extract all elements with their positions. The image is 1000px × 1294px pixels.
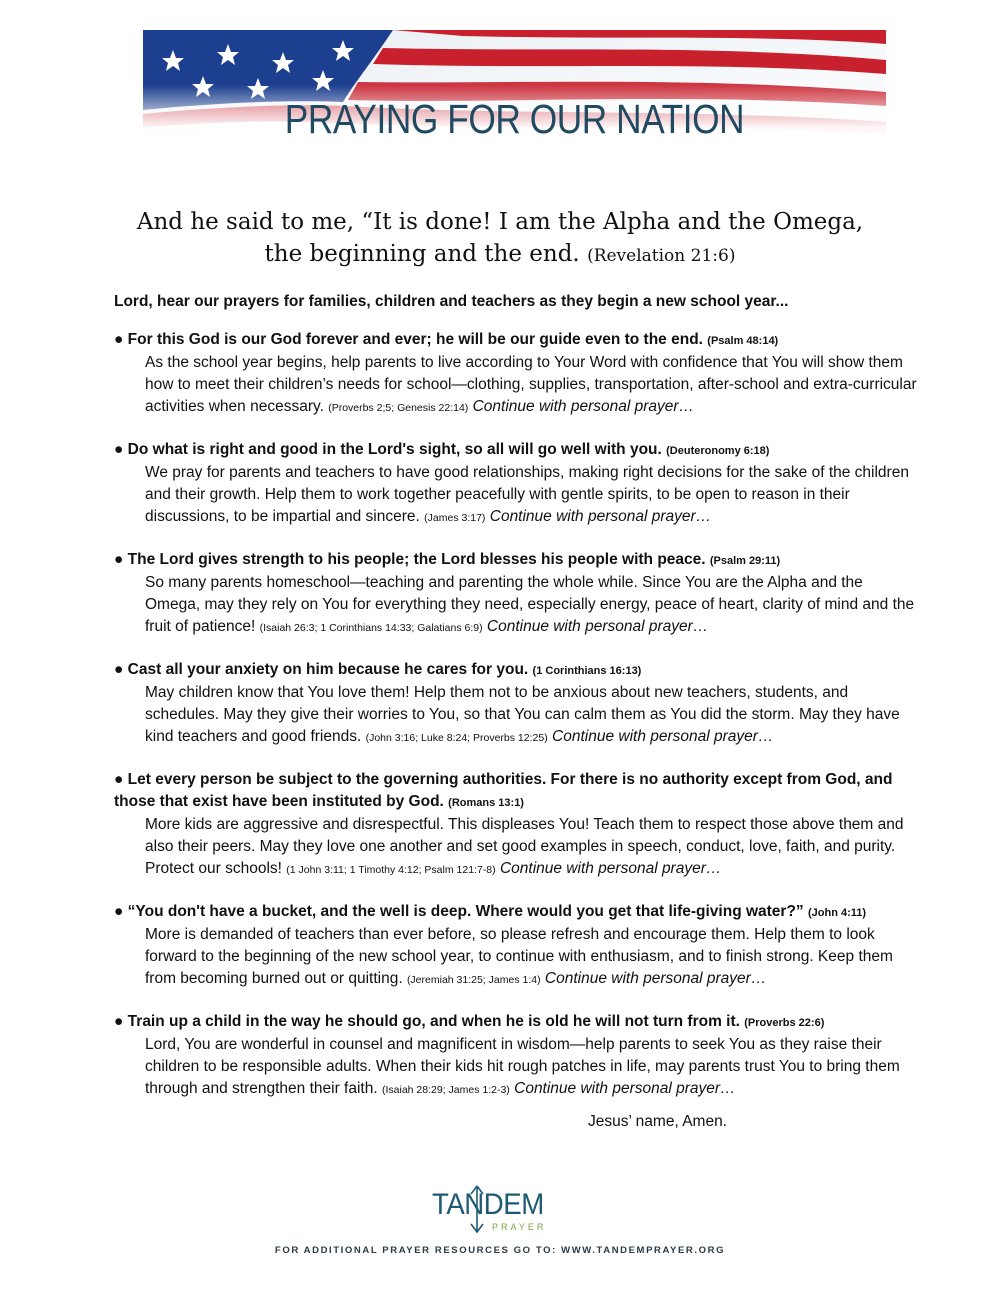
prayer-item-verse-ref: (Psalm 29:11) (709, 555, 781, 567)
arrow-icon (467, 1184, 487, 1234)
tandem-prayer-logo (432, 1186, 572, 1238)
prayer-item-text: Lord, You are wonderful in counsel and magnificent in wisdom—help parents to seek You as they raise their children to be responsible adults. When their kids hit rough patches in life, may parents trust You to bring them through and strengthen their faith. (145, 1036, 900, 1097)
prayer-item-verse (114, 659, 926, 682)
closing-text: Jesus’ name, Amen. (588, 1113, 727, 1130)
prayer-item-body (114, 682, 926, 749)
prayer-item-text: May children know that You love them! Help them not to be anxious about new teachers, students, and schedules. May they give their worries to You, so that You can calm them as You did the storm. May they have kind teachers and good friends. (145, 684, 900, 745)
prayer-item-verse-ref: (1 Corinthians 16:13) (532, 665, 642, 677)
prayer-item-body (114, 572, 926, 639)
prayer-item-body (114, 462, 926, 529)
prayer-item-continue: Continue with personal prayer… (552, 728, 774, 745)
prayer-item-verse (114, 549, 926, 572)
prayer-item-verse-ref: (Psalm 48:14) (707, 335, 779, 347)
prayer-item-text: As the school year begins, help parents to live according to Your Word with confidence that You will show them how to meet their children’s needs for school—clothing, supplies, transportation, after-school and extra-curricular activities when necessary. (145, 354, 917, 415)
prayer-item-verse-text: ● Train up a child in the way he should go, and when he is old he will not turn from it. (114, 1013, 740, 1030)
prayer-item (114, 769, 926, 881)
prayer-item-refs: (1 John 3:11; 1 Timothy 4:12; Psalm 121:7-8) (286, 864, 496, 876)
prayer-item-verse (114, 329, 926, 352)
prayer-item (114, 549, 926, 639)
prayer-item-verse-ref: (Deuteronomy 6:18) (666, 445, 770, 457)
prayer-item-body (114, 1034, 926, 1101)
prayer-item (114, 329, 926, 419)
prayer-item-verse (114, 1011, 926, 1034)
prayer-item-continue: Continue with personal prayer… (489, 508, 712, 525)
prayer-item-text: More is demanded of teachers than ever before, so please refresh and encourage them. Help them to look forward to the beginning of the new school year, to continue with enthusiasm, and to finish strong. Keep them from becoming burned out or quitting. (145, 926, 893, 987)
prayer-item-verse (114, 439, 926, 462)
headline-verse-reference: (Revelation 21:6) (587, 246, 736, 266)
prayer-item-continue: Continue with personal prayer… (499, 860, 722, 877)
prayer-item-verse-text: ● Do what is right and good in the Lord's sight, so all will go well with you. (114, 441, 662, 458)
logo-subtitle: PRAYER (492, 1222, 547, 1232)
prayer-item-text: We pray for parents and teachers to have good relationships, making right decisions for the sake of the children and their growth. Help them to work together peacefully with gentle spirits, to be open to reason in their discussions, to be impartial and sincere. (145, 464, 909, 525)
prayer-item-verse-ref: (Proverbs 22:6) (744, 1017, 825, 1029)
prayer-item-continue: Continue with personal prayer… (514, 1080, 736, 1097)
prayer-item-refs: (Jeremiah 31:25; James 1:4) (406, 974, 541, 986)
prayer-item-text: So many parents homeschool—teaching and parenting the whole while. Since You are the Alpha and the Omega, may they rely on You for everything they need, especially energy, peace of heart, clarity of mind and the fruit of patience! (145, 574, 915, 635)
intro-text: Lord, hear our prayers for families, children and teachers as they begin a new school year... (114, 293, 789, 310)
prayer-item-refs: (James 3:17) (424, 512, 486, 524)
prayer-item-verse-text: ● For this God is our God forever and ever; he will be our guide even to the end. (114, 331, 703, 348)
headline-verse (120, 206, 880, 272)
headline-verse-text: And he said to me, “It is done! I am the Alpha and the Omega, the beginning and the end. (136, 209, 864, 267)
footer-resources-line: FOR ADDITIONAL PRAYER RESOURCES GO TO: WWW.TANDEMPRAYER.ORG (274, 1245, 726, 1256)
logo-word: TANDEM (432, 1188, 544, 1221)
prayer-item-verse-text: ● Cast all your anxiety on him because he cares for you. (114, 661, 529, 678)
prayer-item-verse (114, 769, 926, 814)
prayer-item-body (114, 924, 926, 991)
prayer-item-verse (114, 901, 926, 924)
header-banner (143, 30, 886, 152)
prayer-item (114, 659, 926, 749)
prayer-item-verse-text: ● Let every person be subject to the governing authorities. For there is no authority except from God, and those that exist have been instituted by God. (114, 771, 893, 810)
prayer-item (114, 901, 926, 991)
prayer-item-refs: (John 3:16; Luke 8:24; Proverbs 12:25) (365, 732, 548, 744)
banner-title: PRAYING FOR OUR NATION (284, 96, 745, 142)
prayer-item-text: More kids are aggressive and disrespectful. This displeases You! Teach them to respect those above them and also their peers. May they love one another and set good examples in speech, conduct, love, faith, and purity. Protect our schools! (145, 816, 904, 877)
prayer-item (114, 1011, 926, 1101)
prayer-item-continue: Continue with personal prayer… (486, 618, 709, 635)
prayer-item-refs: (Isaiah 28:29; James 1:2-3) (381, 1084, 510, 1096)
prayer-item-refs: (Proverbs 2;5; Genesis 22:14) (328, 402, 469, 414)
prayer-item-body (114, 814, 926, 881)
prayer-item-continue: Continue with personal prayer… (544, 970, 767, 987)
prayer-item-verse-ref: (Romans 13:1) (448, 797, 524, 809)
prayer-list (114, 329, 926, 1121)
prayer-item-verse-ref: (John 4:11) (808, 907, 867, 919)
prayer-item-body (114, 352, 926, 419)
prayer-item (114, 439, 926, 529)
prayer-item-verse-text: ● “You don't have a bucket, and the well is deep. Where would you get that life-giving water?” (114, 903, 804, 920)
prayer-item-verse-text: ● The Lord gives strength to his people; the Lord blesses his people with peace. (114, 551, 706, 568)
prayer-item-continue: Continue with personal prayer… (472, 398, 695, 415)
prayer-item-refs: (Isaiah 26:3; 1 Corinthians 14:33; Galatians 6:9) (259, 622, 483, 634)
